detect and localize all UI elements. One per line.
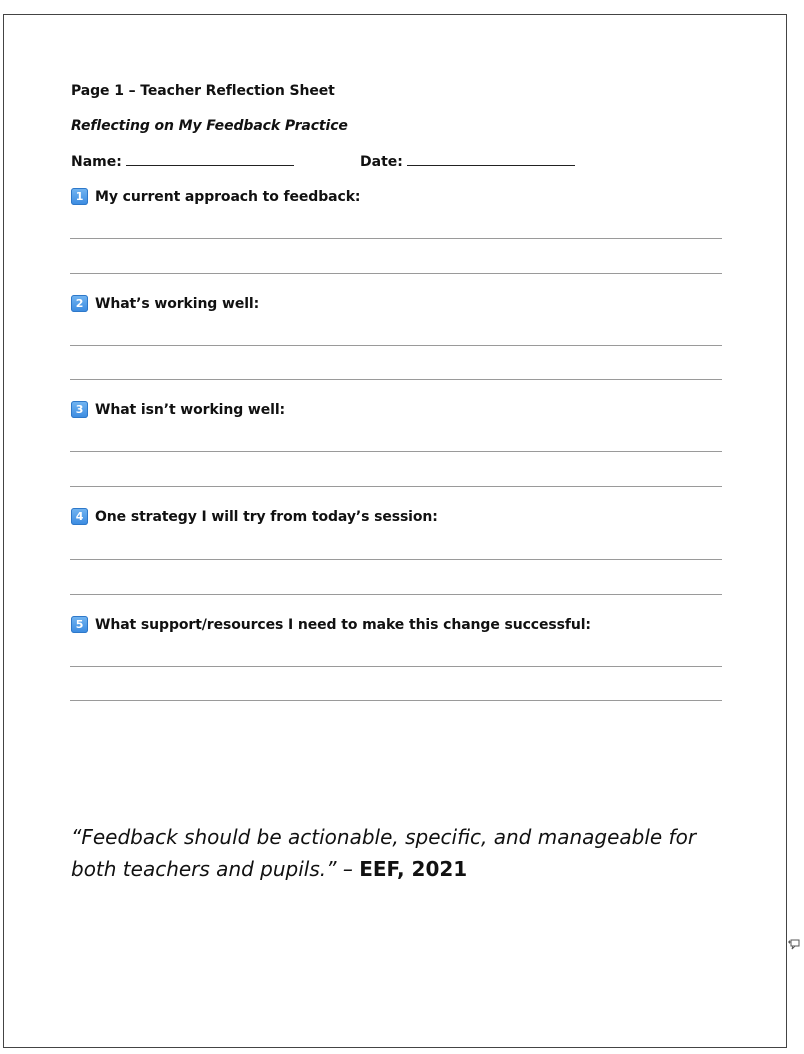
answer-line[interactable] — [70, 273, 722, 274]
question-2-text: What’s working well: — [95, 295, 260, 312]
question-3-text: What isn’t working well: — [95, 401, 286, 418]
question-1-text: My current approach to feedback: — [95, 188, 361, 205]
page-title: Page 1 – Teacher Reflection Sheet — [71, 83, 335, 99]
keycap-1-icon: 1 — [71, 188, 88, 205]
keycap-4-icon: 4 — [71, 508, 88, 525]
answer-line[interactable] — [70, 700, 722, 701]
name-label: Name: — [71, 154, 122, 170]
answer-line[interactable] — [70, 594, 722, 595]
question-4 — [71, 508, 438, 525]
question-2 — [71, 295, 259, 312]
question-3 — [71, 401, 285, 418]
question-5-text: What support/resources I need to make this change successful: — [95, 616, 591, 633]
quote-block — [71, 821, 731, 885]
date-blank-line[interactable] — [407, 152, 575, 166]
document-page — [3, 14, 787, 1048]
quote-source: EEF, 2021 — [359, 857, 468, 881]
quote-text: “Feedback should be actionable, specific, and manageable for both teachers and pupils.” – — [71, 825, 697, 881]
name-blank-line[interactable] — [126, 152, 294, 166]
question-5 — [71, 616, 591, 633]
answer-line[interactable] — [70, 345, 722, 346]
answer-line[interactable] — [70, 486, 722, 487]
name-field[interactable] — [71, 152, 294, 170]
date-label: Date: — [360, 154, 403, 170]
page-subtitle: Reflecting on My Feedback Practice — [71, 118, 348, 134]
answer-line[interactable] — [70, 238, 722, 239]
question-1 — [71, 188, 360, 205]
answer-line[interactable] — [70, 379, 722, 380]
answer-line[interactable] — [70, 559, 722, 560]
answer-line[interactable] — [70, 451, 722, 452]
question-4-text: One strategy I will try from today’s session: — [95, 508, 438, 525]
answer-line[interactable] — [70, 666, 722, 667]
comment-icon[interactable] — [788, 938, 800, 950]
keycap-3-icon: 3 — [71, 401, 88, 418]
keycap-5-icon: 5 — [71, 616, 88, 633]
keycap-2-icon: 2 — [71, 295, 88, 312]
date-field[interactable] — [360, 152, 575, 170]
